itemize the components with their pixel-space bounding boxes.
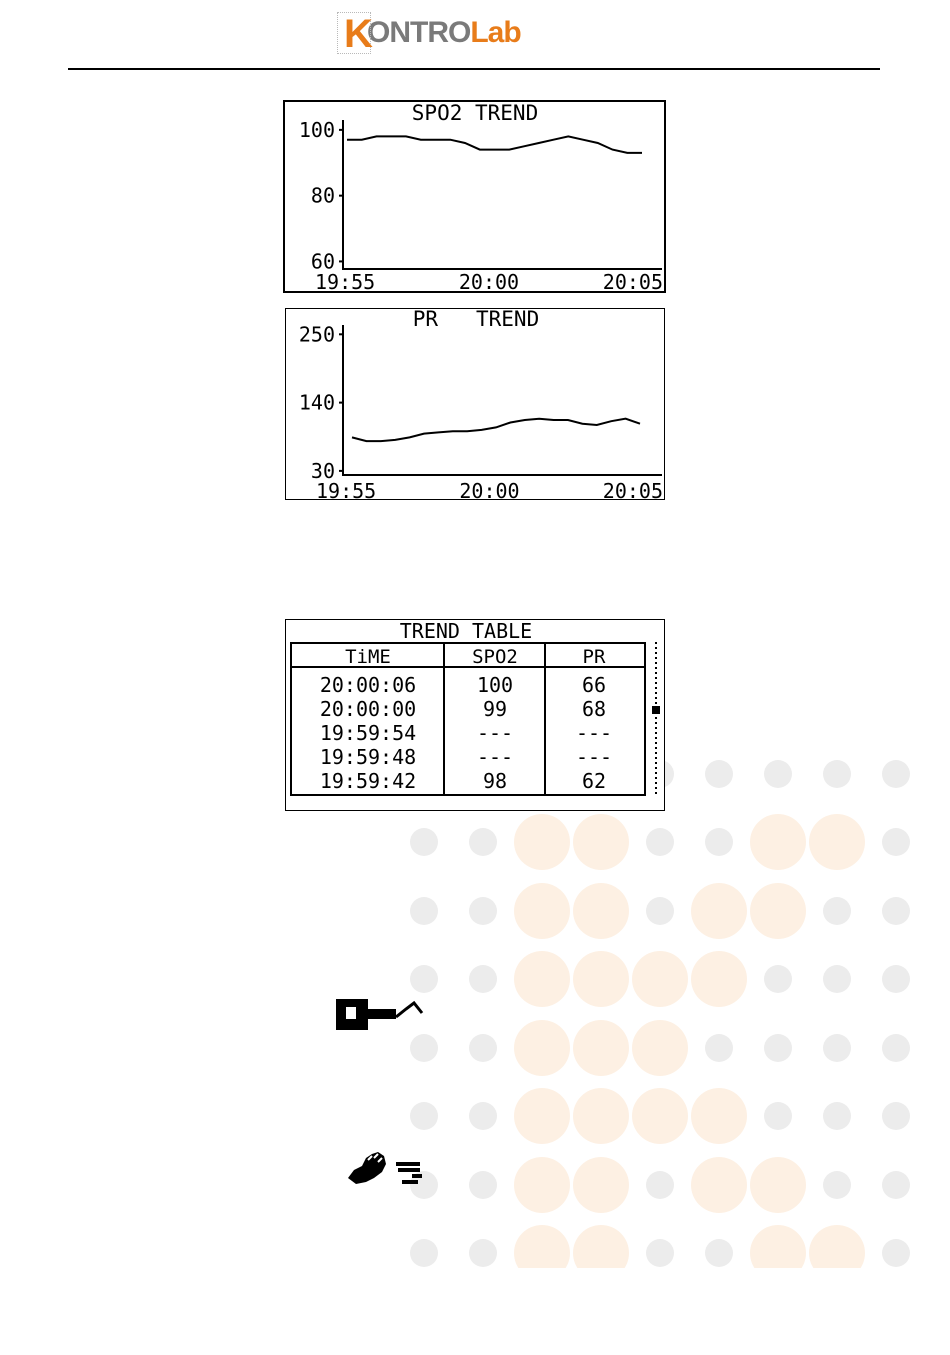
table-cell-spo2: --- [476, 745, 514, 769]
col-header-spo2: SPO2 [472, 646, 518, 668]
watermark-dot [469, 1102, 497, 1130]
watermark-dot-large [573, 1225, 629, 1281]
watermark-dot-large [514, 1088, 570, 1144]
watermark-dot-large [809, 1225, 865, 1281]
watermark-dot-large [691, 883, 747, 939]
watermark-dot [705, 760, 733, 788]
pr-trend-title: PR TREND [412, 309, 540, 331]
table-cell-time: 20:00:00 [319, 697, 417, 721]
watermark-dot [705, 1034, 733, 1062]
watermark-dot [882, 1239, 910, 1267]
spo2-x-tick-label: 20:05 [602, 270, 663, 291]
watermark-dot [646, 1171, 674, 1199]
watermark-dot [410, 965, 438, 993]
watermark-dot-large [750, 814, 806, 870]
watermark-dot-large [514, 883, 570, 939]
watermark-dot [764, 1102, 792, 1130]
watermark-dot [823, 1034, 851, 1062]
watermark-dot [469, 1239, 497, 1267]
pr-x-tick-label: 19:55 [316, 479, 377, 499]
table-cell-spo2: 100 [476, 673, 514, 697]
watermark-bottom-edge [0, 1268, 950, 1355]
watermark-dot [469, 1034, 497, 1062]
sensor-probe-icon [336, 997, 426, 1033]
kontrolab-logo [337, 12, 521, 54]
hand-icon [346, 1150, 438, 1190]
watermark-dot [882, 760, 910, 788]
table-cell-time: 20:00:06 [319, 673, 417, 697]
table-cell-time: 19:59:48 [319, 745, 417, 769]
header-divider [68, 68, 880, 70]
watermark-dot [882, 1034, 910, 1062]
watermark-dot [469, 828, 497, 856]
logo-k-letter: K [344, 12, 373, 56]
col-header-time: TiME [345, 646, 391, 668]
spo2-trend-screen [283, 100, 666, 293]
spo2-trend-title: SPO2 TREND [411, 102, 539, 125]
trend-table-body [320, 673, 612, 793]
watermark-dot-large [691, 1088, 747, 1144]
watermark-dot [410, 1102, 438, 1130]
watermark-dot [646, 1239, 674, 1267]
watermark-dot [410, 828, 438, 856]
watermark-dot-large [691, 951, 747, 1007]
watermark-dot-large [514, 1157, 570, 1213]
trend-table-screen [285, 619, 665, 811]
watermark-dot-large [809, 814, 865, 870]
watermark-dot [410, 897, 438, 925]
table-cell-time: 19:59:54 [319, 721, 417, 745]
table-cell-pr: --- [575, 721, 613, 745]
watermark-dot-large [573, 1088, 629, 1144]
pr-x-tick-label: 20:05 [602, 479, 663, 499]
table-cell-spo2: 99 [482, 697, 508, 721]
watermark-dot-large [514, 1225, 570, 1281]
watermark-dot [882, 1102, 910, 1130]
spo2-x-tick-label: 20:00 [458, 270, 520, 291]
watermark-dot-large [514, 1020, 570, 1076]
logo-end-text: Lab [470, 16, 521, 49]
spo2-series-line [347, 136, 642, 153]
watermark-dot [705, 1239, 733, 1267]
watermark-dot-large [514, 951, 570, 1007]
watermark-dot-large [573, 883, 629, 939]
pr-trend-screen [285, 308, 665, 500]
watermark-dot [764, 760, 792, 788]
watermark-dot [823, 965, 851, 993]
table-cell-spo2: 98 [482, 769, 508, 793]
watermark-dot [705, 828, 733, 856]
spo2-y-tick-label: 80 [310, 183, 335, 208]
watermark-dot [469, 965, 497, 993]
watermark-dot [469, 1171, 497, 1199]
watermark-dot [823, 897, 851, 925]
table-cell-pr: 62 [581, 769, 607, 793]
watermark-dot-large [750, 883, 806, 939]
watermark-dot [469, 897, 497, 925]
watermark-dot [882, 828, 910, 856]
watermark-dot [764, 965, 792, 993]
trend-table-row [320, 673, 606, 697]
table-scrollbar-thumb[interactable] [652, 706, 660, 714]
watermark-dot [882, 897, 910, 925]
watermark-dot [882, 1171, 910, 1199]
spo2-x-tick-label: 19:55 [315, 270, 376, 291]
watermark-dot [882, 965, 910, 993]
watermark-dot [823, 760, 851, 788]
col-header-pr: PR [582, 646, 606, 668]
watermark-dot [646, 828, 674, 856]
table-cell-pr: --- [575, 745, 613, 769]
spo2-y-tick-label: 100 [298, 117, 335, 142]
table-cell-pr: 68 [581, 697, 607, 721]
pr-series-line [352, 419, 640, 441]
watermark-dot-large [514, 814, 570, 870]
trend-table-row [320, 721, 612, 745]
watermark-dot [410, 1239, 438, 1267]
spo2-y-tick-label: 60 [310, 249, 335, 274]
watermark-dot [764, 1034, 792, 1062]
watermark-dot-large [573, 814, 629, 870]
watermark-dot-large [573, 1157, 629, 1213]
logo-middle-text: ONTRO [367, 16, 471, 49]
table-cell-spo2: --- [476, 721, 514, 745]
watermark-dot-large [691, 1157, 747, 1213]
pr-y-tick-label: 140 [298, 390, 335, 415]
trend-table-row [320, 769, 606, 793]
pr-x-tick-label: 20:00 [459, 479, 520, 499]
trend-table-row [320, 697, 606, 721]
watermark-dot-large [750, 1225, 806, 1281]
watermark-dot-large [573, 951, 629, 1007]
pr-y-tick-label: 250 [298, 322, 335, 347]
watermark-dot-large [632, 951, 688, 1007]
table-cell-time: 19:59:42 [319, 769, 417, 793]
watermark-dot [823, 1171, 851, 1199]
watermark-dot-large [573, 1020, 629, 1076]
watermark-dot-large [632, 1088, 688, 1144]
watermark-dot-large [632, 1020, 688, 1076]
table-cell-pr: 66 [581, 673, 607, 697]
watermark-dot [646, 897, 674, 925]
trend-table-title: TREND TABLE [399, 620, 533, 643]
watermark-dot-large [750, 1157, 806, 1213]
watermark-dot [410, 1034, 438, 1062]
trend-table-row [320, 745, 612, 769]
watermark-dot [823, 1102, 851, 1130]
pr-y-tick-label: 30 [310, 458, 335, 483]
